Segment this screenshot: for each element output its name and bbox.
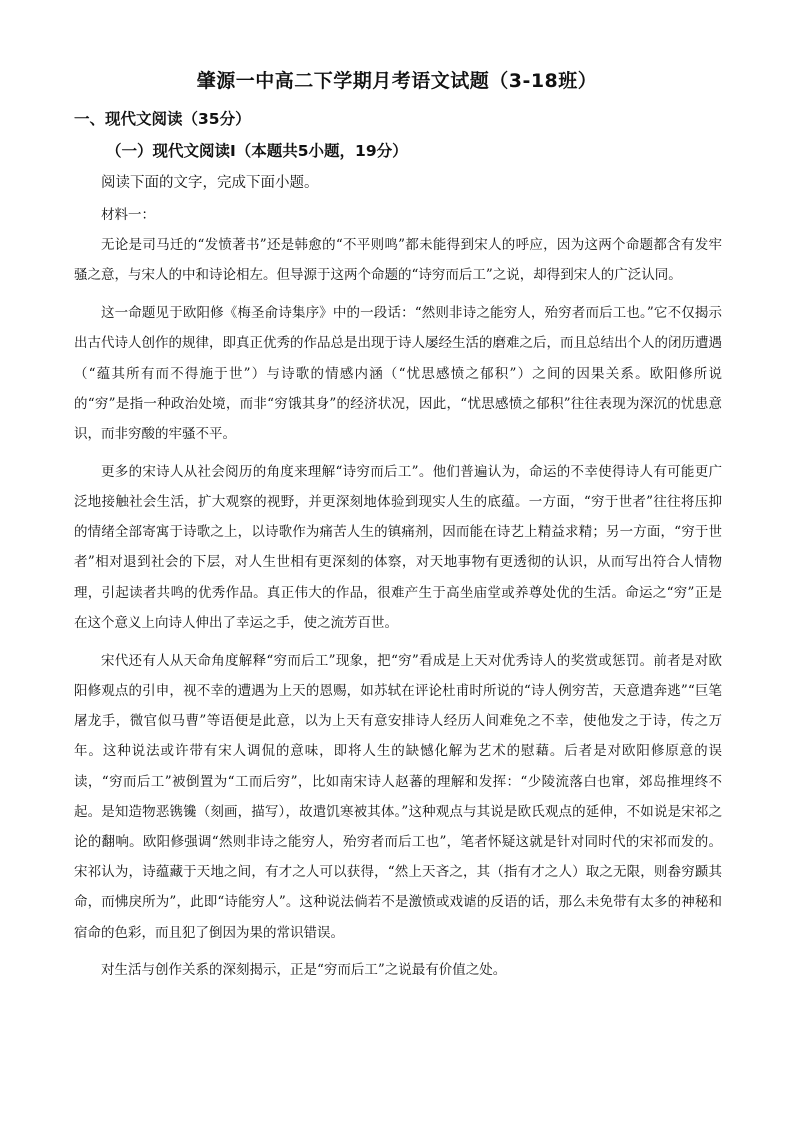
passage-body [74,230,722,993]
reading-instruction: 阅读下面的文字，完成下面小题。 [101,175,319,191]
passage-paragraph: 无论是司马迁的“发愤著书”还是韩愈的“不平则鸣”都未能得到宋人的呼应，因为这两个命题都含有发牢骚之意，与宋人的中和诗论相左。但导源于这两个命题的“诗穷而后工”之说，却得到宋人的广泛认同。 [74,237,722,284]
section-heading: 一、现代文阅读（35分） [74,110,251,128]
passage-paragraph: 对生活与创作关系的深刻揭示，正是“穷而后工”之说最有价值之处。 [101,962,507,979]
material-label: 材料一： [101,207,155,223]
exam-title: 肇源一中高二下学期月考语文试题（3-18班） [196,70,598,92]
passage-paragraph: 宋代还有人从天命角度解释“穷而后工”现象，把“穷”看成是上天对优秀诗人的奖赏或惩罚。前者是对欧阳修观点的引申，视不幸的遭遇为上天的恩赐，如苏轼在评论杜甫时所说的“诗人例穷苦，天意遣奔逃”“巨笔屠龙手，微官似马曹”等语便是此意，以为上天有意安排诗人经历人间难免之不幸，使他发之于诗，传之万年。这种说法或许带有宋人调侃的意味，即将人生的缺憾化解为艺术的慰藉。后者是对欧阳修原意的误读，“穷而后工”被倒置为“工而后穷”，比如南宋诗人赵蕃的理解和发挥：“少陵流落白也窜，郊岛推埋终不起。是知造物恶镌镵（刻画，描写），故遣饥寒被其体。”这种观点与其说是欧氏观点的延伸，不如说是宋祁之论的翻响。欧阳修强调“然则非诗之能穷人，殆穷者而后工也”，笔者怀疑这就是针对同时代的宋祁而发的。宋祁认为，诗蕴藏于天地之间，有才之人可以获得，“然上天吝之，其（指有才之人）取之无限，则畚穷踬其命，而怫戾所为”，此即“诗能穷人”。这种说法倘若不是激愤或戏谑的反语的话，那么未免带有太多的神秘和宿命的色彩，而且犯了倒因为果的常识错误。 [74,652,722,941]
passage-paragraph: 这一命题见于欧阳修《梅圣俞诗集序》中的一段话：“然则非诗之能穷人，殆穷者而后工也。”它不仅揭示出古代诗人创作的规律，即真正优秀的作品总是出现于诗人屡经生活的磨难之后，而且总结出个人的闭历遭遇（“蕴其所有而不得施于世”）与诗歌的情感内涵（“忧思感愤之郁积”）之间的因果关系。欧阳修所说的“穷”是指一种政治处境，而非“穷饿其身”的经济状况，因此，“忧思感愤之郁积”往往表现为深沉的忧患意识，而非穷酸的牢骚不平。 [74,305,722,442]
subsection-heading: （一）现代文阅读Ⅰ（本题共5小题，19分） [106,142,408,160]
passage-paragraph: 更多的宋诗人从社会阅历的角度来理解“诗穷而后工”。他们普遍认为，命运的不幸使得诗人有可能更广泛地接触社会生活，扩大观察的视野，并更深刻地体验到现实人生的底蕴。一方面，“穷于世者”往往将压抑的情绪全部寄寓于诗歌之上，以诗歌作为痛苦人生的镇痛剂，因而能在诗艺上精益求精；另一方面，“穷于世者”相对退到社会的下层，对人生世相有更深刻的体察，对天地事物有更透彻的认识，从而写出符合人情物理，引起读者共鸣的优秀作品。真正伟大的作品，很难产生于高坐庙堂或养尊处优的生活。命运之“穷”正是在这个意义上向诗人伸出了幸运之手，使之流芳百世。 [74,463,722,631]
